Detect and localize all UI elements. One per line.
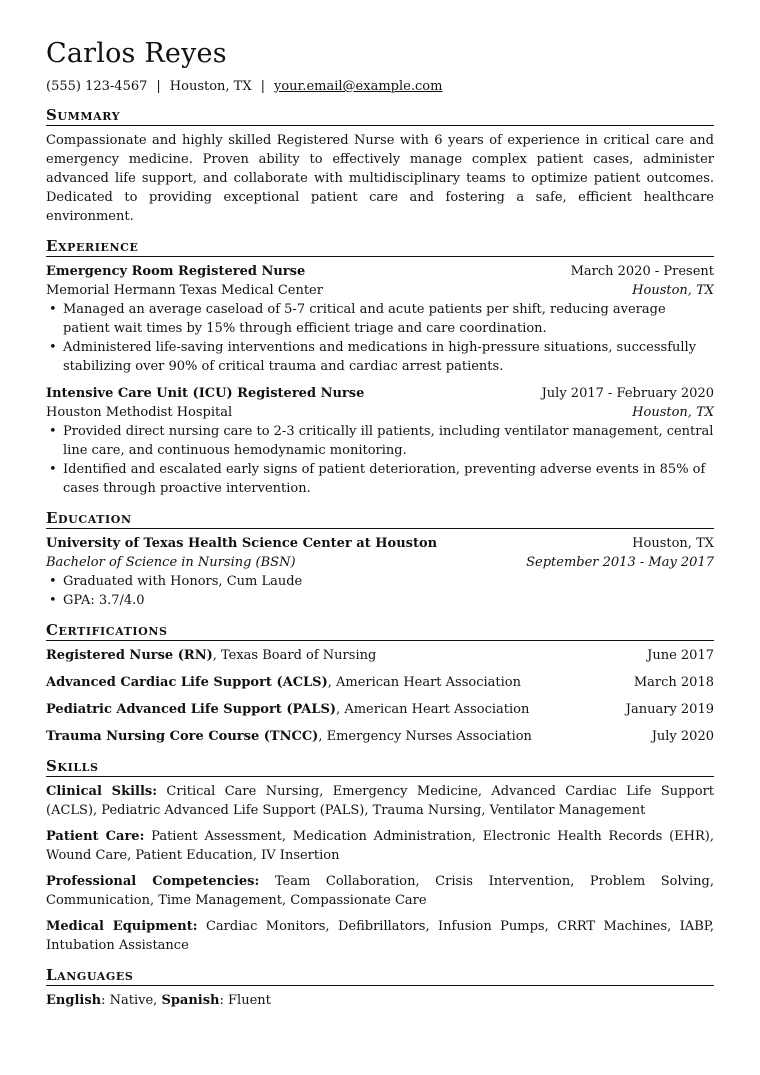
job-location: Houston, TX [632, 405, 714, 420]
language-name: English [46, 993, 102, 1008]
section-title-languages: Languages [46, 966, 714, 986]
job-header [46, 262, 714, 281]
section-title-summary: Summary [46, 106, 714, 126]
skill-group [46, 872, 714, 910]
certification-item [46, 700, 714, 719]
section-title-certifications: Certifications [46, 621, 714, 641]
job-bullets [46, 422, 714, 498]
school-location: Houston, TX [632, 536, 714, 551]
skill-group [46, 917, 714, 955]
education-header [46, 534, 714, 553]
section-title-education: Education [46, 509, 714, 529]
skill-list: Team Collaboration, Crisis Intervention, Problem Solving, Communication, Time Management, Compassionate Care [46, 874, 714, 908]
location: Houston, TX [169, 79, 252, 94]
certification-issuer: , American Heart Association [327, 675, 521, 690]
skill-group [46, 827, 714, 865]
job-bullets [46, 300, 714, 376]
skill-label: Patient Care: [46, 829, 145, 844]
languages-line [46, 991, 714, 1010]
skill-label: Clinical Skills: [46, 784, 158, 799]
language-level: : Fluent [219, 993, 271, 1008]
section-title-skills: Skills [46, 757, 714, 777]
education-bullets [46, 572, 714, 610]
job-bullet: • Identified and escalated early signs of patient deterioration, preventing adverse events in 85% of cases through proactive intervention. [46, 460, 714, 498]
summary-text: Compassionate and highly skilled Registered Nurse with 6 years of experience in critical care and emergency medicine. Proven ability to effectively manage complex patient cases, administer advanced life support, and collaborate with multidisciplinary teams to optimize patient outcomes. Dedicated to providing exceptional patient care and fostering a safe, efficient healthcare environment. [46, 133, 714, 224]
certification-text [46, 700, 529, 719]
certification-item [46, 673, 714, 692]
job-bullet: • Managed an average caseload of 5-7 critical and acute patients per shift, reducing average patient wait times by 15% through efficient triage and care coordination. [46, 300, 714, 338]
language-level: : Native, [101, 993, 162, 1008]
certification-item [46, 646, 714, 665]
certification-item [46, 727, 714, 746]
contact-line [46, 78, 714, 95]
candidate-name: Carlos Reyes [46, 38, 227, 69]
skill-list: Critical Care Nursing, Emergency Medicine, Advanced Cardiac Life Support (ACLS), Pediatric Advanced Life Support (PALS), Trauma Nursing, Ventilator Management [46, 784, 715, 818]
certification-name: Registered Nurse (RN) [46, 648, 213, 663]
degree: Bachelor of Science in Nursing (BSN) [46, 555, 296, 570]
job-bullet: • Provided direct nursing care to 2-3 critically ill patients, including ventilator management, central line care, and continuous hemodynamic monitoring. [46, 422, 714, 460]
skill-label: Professional Competencies: [46, 874, 260, 889]
email-link[interactable]: your.email@example.com [274, 79, 443, 94]
skill-list: Cardiac Monitors, Defibrillators, Infusion Pumps, CRRT Machines, IABP, Intubation Assistance [46, 919, 714, 953]
job-title: Intensive Care Unit (ICU) Registered Nurse [46, 386, 365, 401]
degree-row [46, 553, 714, 572]
language-name: Spanish [161, 993, 220, 1008]
education-dates: September 2013 - May 2017 [526, 555, 714, 570]
certification-date: January 2019 [625, 702, 714, 717]
skill-group [46, 782, 714, 820]
certification-date: March 2018 [633, 675, 714, 690]
resume-page [46, 38, 714, 1010]
section-title-experience: Experience [46, 237, 714, 257]
job-title: Emergency Room Registered Nurse [46, 264, 306, 279]
certification-date: June 2017 [647, 648, 714, 663]
certification-text [46, 673, 521, 692]
certification-issuer: , Texas Board of Nursing [212, 648, 377, 663]
job-employer: Houston Methodist Hospital [46, 405, 233, 420]
certification-text [46, 646, 376, 665]
contact-separator: | [260, 79, 265, 94]
job-employer-row [46, 281, 714, 300]
education-bullet: • GPA: 3.7/4.0 [46, 591, 714, 610]
job-employer-row [46, 403, 714, 422]
certification-text [46, 727, 532, 746]
certification-name: Trauma Nursing Core Course (TNCC) [46, 729, 319, 744]
job-entry [46, 384, 714, 498]
contact-separator: | [156, 79, 161, 94]
job-bullet: • Administered life-saving interventions and medications in high-pressure situations, successfully stabilizing over 90% of critical trauma and cardiac arrest patients. [46, 338, 714, 376]
certification-name: Pediatric Advanced Life Support (PALS) [46, 702, 337, 717]
job-dates: July 2017 - February 2020 [541, 386, 714, 401]
phone-number: (555) 123-4567 [46, 79, 148, 94]
job-header [46, 384, 714, 403]
certification-issuer: , Emergency Nurses Association [318, 729, 532, 744]
job-entry [46, 262, 714, 376]
job-location: Houston, TX [632, 283, 714, 298]
education-bullet: • Graduated with Honors, Cum Laude [46, 572, 714, 591]
job-dates: March 2020 - Present [570, 264, 714, 279]
skill-list: Patient Assessment, Medication Administration, Electronic Health Records (EHR), Wound Care, Patient Education, IV Insertion [46, 829, 714, 863]
school-name: University of Texas Health Science Center at Houston [46, 536, 438, 551]
job-employer: Memorial Hermann Texas Medical Center [46, 283, 323, 298]
certification-issuer: , American Heart Association [336, 702, 530, 717]
certification-date: July 2020 [651, 729, 714, 744]
certification-name: Advanced Cardiac Life Support (ACLS) [46, 675, 328, 690]
skill-label: Medical Equipment: [46, 919, 198, 934]
